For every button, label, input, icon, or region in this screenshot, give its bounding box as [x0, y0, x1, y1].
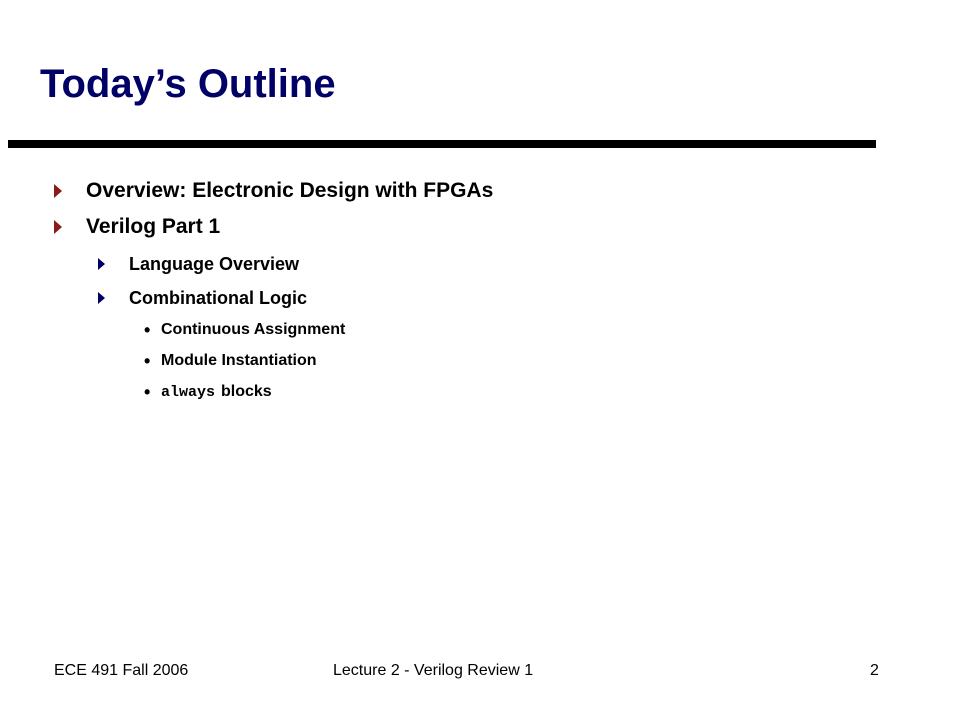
outline-detail-label: Continuous Assignment: [161, 321, 346, 338]
dot-bullet-icon: •: [144, 382, 151, 402]
triangle-bullet-icon: [54, 220, 62, 234]
outline-detail-label: Module Instantiation: [161, 352, 317, 369]
outline-subitem-language-overview: [98, 250, 299, 278]
triangle-bullet-icon: [98, 292, 105, 304]
slide-title: Today’s Outline: [40, 62, 336, 106]
outline-item-overview: [54, 175, 493, 207]
slide-page-number: 2: [870, 662, 879, 679]
outline-detail-continuous-assignment: [144, 317, 345, 343]
footer-lecture-title: Lecture 2 - Verilog Review 1: [333, 662, 534, 679]
outline-item-label: Verilog Part 1: [86, 215, 221, 238]
outline-subitem-label: Language Overview: [129, 253, 300, 274]
outline-subitem-label: Combinational Logic: [129, 287, 307, 308]
outline-item-verilog-part-1: [54, 211, 220, 243]
footer-course: ECE 491 Fall 2006: [54, 662, 189, 679]
outline-item-label: Overview: Electronic Design with FPGAs: [86, 179, 494, 202]
outline-detail-module-instantiation: [144, 348, 317, 374]
dot-bullet-icon: •: [144, 320, 151, 340]
outline-detail-always-blocks: [144, 379, 272, 405]
outline-subitem-combinational-logic: [98, 284, 307, 312]
dot-bullet-icon: •: [144, 351, 151, 371]
outline-detail-label: blocks: [221, 383, 272, 400]
triangle-bullet-icon: [98, 258, 105, 270]
code-keyword: always: [161, 383, 216, 401]
triangle-bullet-icon: [54, 184, 62, 198]
